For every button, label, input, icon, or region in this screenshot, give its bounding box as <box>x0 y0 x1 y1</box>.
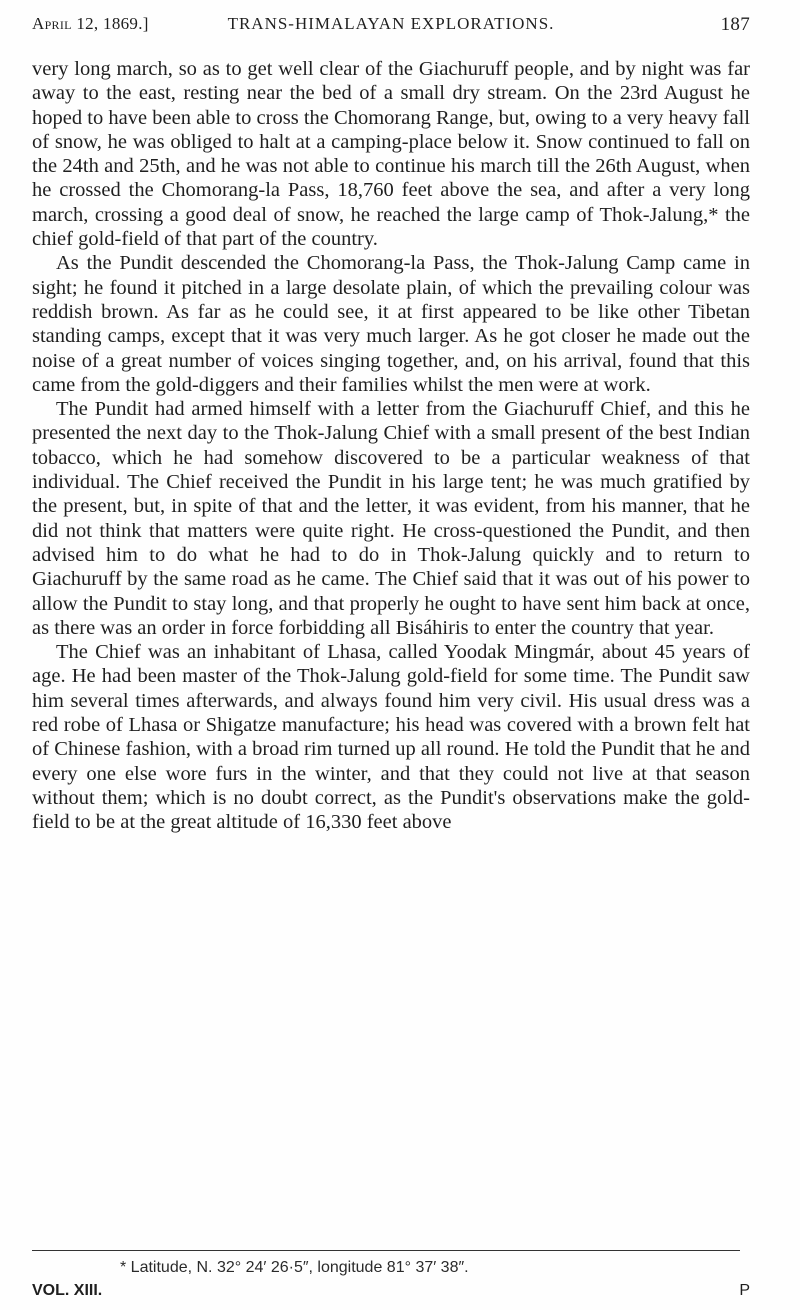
running-header <box>32 14 750 42</box>
article-body <box>32 57 750 835</box>
paragraph-2: As the Pundit descended the Chomorang-la Pass, the Thok-Jalung Camp came in sight; he found it pitched in a large desolate plain, of which the prevailing colour was reddish brown. As far as he could see, it at first appeared to be like other Tibetan standing camps, except that it was very much larger. As he got closer he made out the noise of a great number of voices singing together, and, on his arrival, found that this came from the gold-diggers and their families whilst the men were at work. <box>32 252 750 396</box>
paragraph-4: The Chief was an inhabitant of Lhasa, called Yoodak Mingmár, about 45 years of age. He had been master of the Thok-Jalung gold-field for some time. The Pundit saw him several times afterwards, and always found him very civil. His usual dress was a red robe of Lhasa or Shigatze manufacture; his head was covered with a brown felt hat of Chinese fashion, with a broad rim turned up all round. He told the Pundit that he and every one else wore furs in the winter, and that they could not live at that season without them; which is no doubt correct, as the Pundit's observations make the gold-field to be at the great altitude of 16,330 feet above <box>32 641 750 834</box>
signature-mark: P <box>739 1282 750 1299</box>
page-number: 187 <box>720 14 750 35</box>
footnote: * Latitude, N. 32° 24′ 26·5″, longitude 81° 37′ 38″. <box>120 1259 469 1276</box>
header-date: April 12, 1869.] <box>32 14 149 33</box>
header-title: TRANS-HIMALAYAN EXPLORATIONS. <box>227 14 555 33</box>
signature-line <box>32 1282 750 1304</box>
volume-label: VOL. XIII. <box>32 1282 103 1299</box>
paragraph-3: The Pundit had armed himself with a letter from the Giachuruff Chief, and this he presented the next day to the Thok-Jalung Chief with a small present of the best Indian tobacco, which he had somehow discovered to be a particular weakness of that individual. The Chief received the Pundit in his large tent; he was much gratified by the present, but, in spite of that and the letter, it was evident, from his manner, that he did not think that matters were quite right. He cross-questioned the Pundit, and then advised him to do what he had to do in Thok-Jalung quickly and to return to Giachuruff by the same road as he came. The Chief said that it was out of his power to allow the Pundit to stay long, and that properly he ought to have sent him back at once, as there was an order in force forbidding all Bisáhiris to enter the country that year. <box>32 398 750 639</box>
paragraph-1: very long march, so as to get well clear of the Giachuruff people, and by night was far away to the east, resting near the bed of a small dry stream. On the 23rd August he hoped to have been able to cross the Chomorang Range, but, owing to a very heavy fall of snow, he was obliged to halt at a camping-place below it. Snow continued to fall on the 24th and 25th, and he was not able to continue his march till the 26th August, when he crossed the Chomorang-la Pass, 18,760 feet above the sea, and after a very long march, crossing a good deal of snow, he reached the large camp of Thok-Jalung,* the chief gold-field of that part of the country. <box>32 58 750 251</box>
footnote-divider <box>32 1250 740 1251</box>
